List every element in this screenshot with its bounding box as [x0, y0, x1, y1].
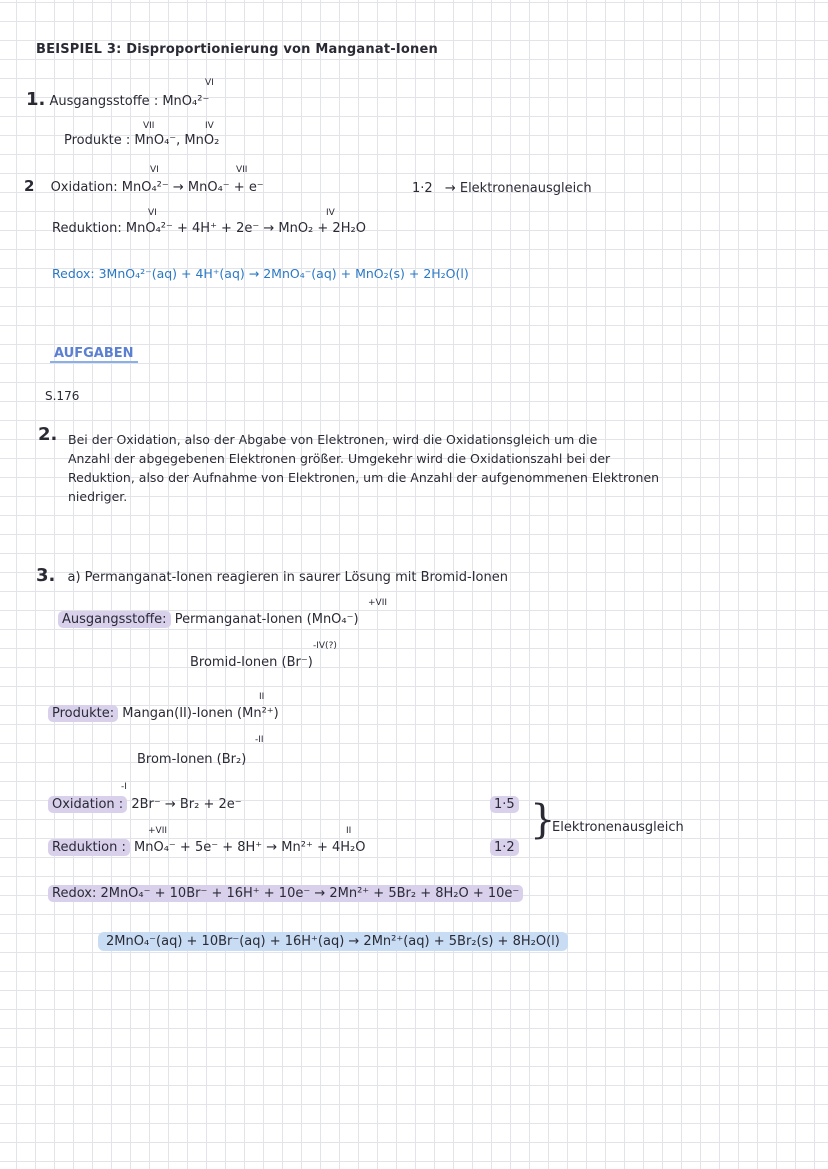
task-3-redox: [48, 886, 523, 902]
task-3-produkte: [48, 706, 279, 722]
factor-note: → Elektronenausgleich: [444, 181, 592, 196]
task-3-text: a) Permanganat-Ionen reagieren in saurer Lösung mit Bromid-Ionen: [67, 570, 508, 585]
edukte-label: Ausgangsstoffe :: [49, 94, 159, 109]
oxidation-factor: [490, 797, 519, 813]
factor: 1·2: [412, 181, 433, 196]
task-2-line: niedriger.: [68, 489, 128, 504]
factor: 1·2: [490, 839, 519, 856]
ox-number: VII: [236, 165, 248, 175]
final-equation: 2MnO₄⁻(aq) + 10Br⁻(aq) + 16H⁺(aq) → 2Mn²⁺(aq) + 5Br₂(s) + 8H₂O(l): [98, 932, 568, 951]
ox-number: +VII: [148, 826, 168, 836]
edukte-formula: MnO₄²⁻: [162, 94, 210, 109]
ox-number: II: [346, 826, 352, 836]
produkte-label: Produkte :: [64, 133, 131, 148]
ox-number: IV: [205, 121, 214, 131]
aufgaben-label: AUFGABEN: [50, 346, 138, 363]
page-title: BEISPIEL 3: Disproportionierung von Manganat-Ionen: [36, 42, 438, 57]
task-3-oxidation: [48, 797, 242, 813]
redox-equation: Redox: 2MnO₄⁻ + 10Br⁻ + 16H⁺ + 10e⁻ → 2Mn²⁺ + 5Br₂ + 8H₂O + 10e⁻: [48, 885, 523, 902]
ox-number: +VII: [368, 598, 388, 608]
ox-number: -II: [255, 735, 264, 745]
step-number: 2: [24, 177, 35, 195]
task-2-number: [38, 424, 58, 445]
step-number: 1.: [26, 89, 46, 110]
produkt-2: Brom-Ionen (Br₂): [137, 752, 247, 767]
brace-note: Elektronenausgleich: [552, 820, 684, 835]
edukt-2: Bromid-Ionen (Br⁻): [190, 655, 313, 670]
example-1-edukte: [26, 89, 210, 110]
produkte-formula: MnO₄⁻, MnO₂: [134, 133, 220, 148]
produkt-1: Mangan(II)-Ionen (Mn²⁺): [122, 706, 279, 721]
example-1-produkte: [64, 133, 219, 149]
edukte-label: Ausgangsstoffe:: [58, 611, 171, 628]
aufgaben-heading: [50, 346, 138, 362]
task-3-final: [98, 934, 568, 950]
task-3-reduction: [48, 840, 365, 856]
ox-number: VI: [150, 165, 159, 175]
ox-number: VII: [143, 121, 155, 131]
ox-number: II: [259, 692, 265, 702]
produkte-label: Produkte:: [48, 705, 118, 722]
ox-number: -I: [121, 782, 127, 792]
oxidation-label: Oxidation:: [50, 180, 118, 195]
oxidation-equation: MnO₄²⁻ → MnO₄⁻ + e⁻: [121, 180, 264, 195]
task-2-line: Reduktion, also der Aufnahme von Elektronen, um die Anzahl der aufgenommenen Elektronen: [68, 470, 660, 485]
reduction-equation: MnO₄²⁻ + 4H⁺ + 2e⁻ → MnO₂ + 2H₂O: [125, 221, 366, 236]
redox-equation: Redox: 3MnO₄²⁻(aq) + 4H⁺(aq) → 2MnO₄⁻(aq) + MnO₂(s) + 2H₂O(l): [52, 266, 469, 281]
curly-brace-icon: }: [530, 797, 556, 843]
task-3-edukte: [58, 612, 359, 628]
task-2-line: Anzahl der abgegebenen Elektronen größer. Umgekehr wird die Oxidationszahl bei der: [68, 451, 611, 466]
step-number: 3.: [36, 565, 56, 586]
task-2-line: Bei der Oxidation, also der Abgabe von Elektronen, wird die Oxidationsgleich um die: [68, 432, 598, 447]
ox-number: VI: [205, 78, 214, 88]
ox-number: -IV(?): [313, 641, 337, 651]
electron-balance: [412, 181, 592, 197]
reduction-equation: MnO₄⁻ + 5e⁻ + 8H⁺ → Mn²⁺ + 4H₂O: [134, 840, 366, 855]
task-3-intro: [36, 565, 508, 586]
factor: 1·5: [490, 796, 519, 813]
step-number: 2.: [38, 424, 58, 445]
reduction-factor: [490, 840, 519, 856]
edukt-1: Permanganat-Ionen (MnO₄⁻): [174, 612, 359, 627]
oxidation-equation: 2Br⁻ → Br₂ + 2e⁻: [131, 797, 242, 812]
reduction-label: Reduktion:: [52, 221, 122, 236]
oxidation-line: [24, 178, 264, 196]
ox-number: IV: [326, 208, 335, 218]
ox-number: VI: [148, 208, 157, 218]
page-reference: S.176: [45, 389, 80, 403]
reduction-line: [52, 221, 366, 237]
oxidation-label: Oxidation :: [48, 796, 127, 813]
reduction-label: Reduktion :: [48, 839, 130, 856]
